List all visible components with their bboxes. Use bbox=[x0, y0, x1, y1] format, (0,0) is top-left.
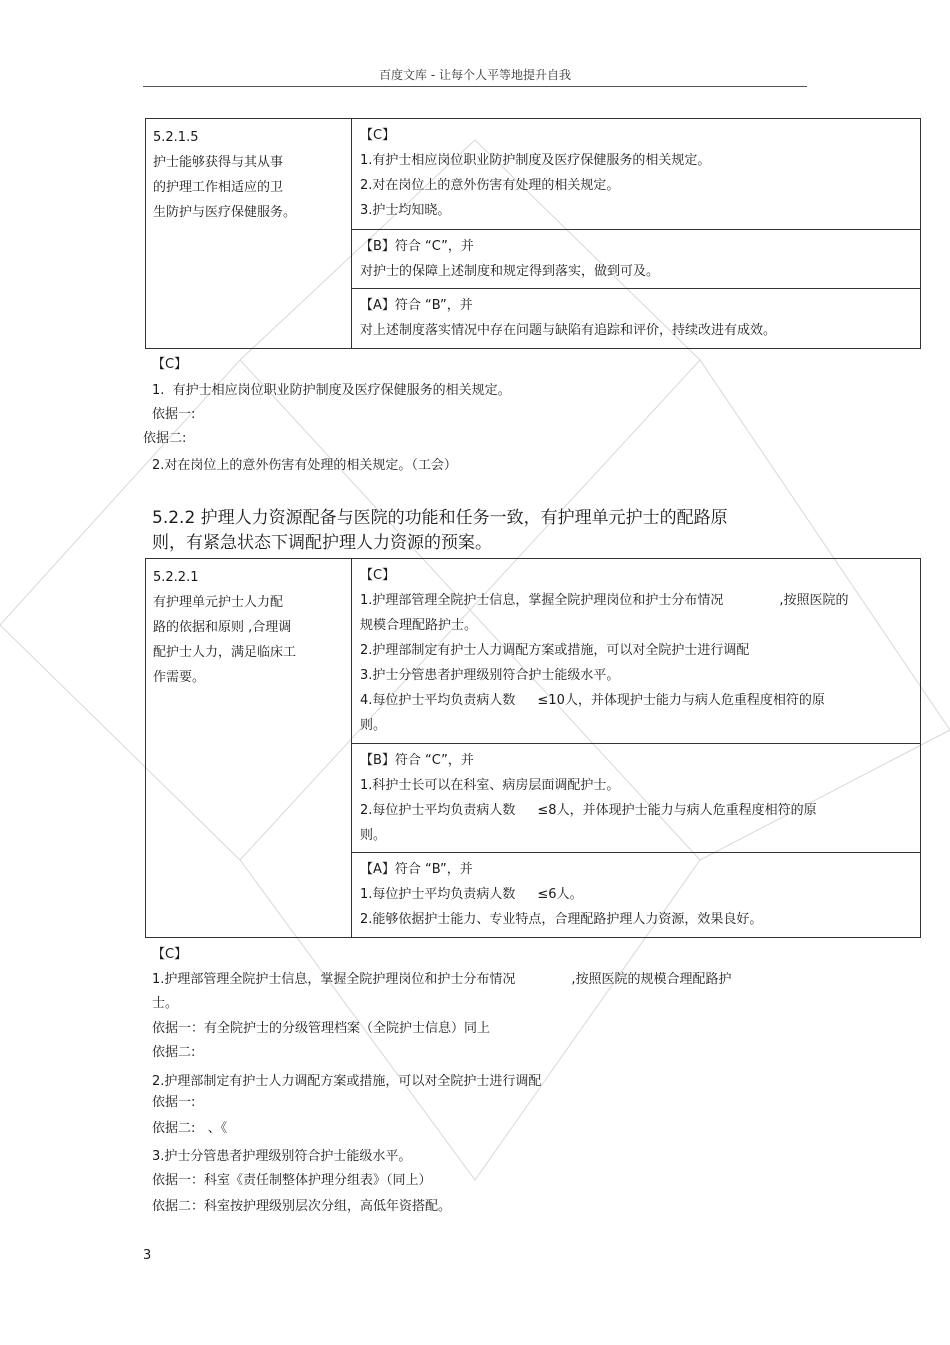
grade-b-line: 对护士的保障上述制度和规定得到落实，做到可及。 bbox=[360, 264, 660, 279]
section2-line-part: ,按照医院的规模合理配路护 bbox=[571, 972, 732, 987]
item-desc-line: 路的依据和原则 ,合理调 bbox=[153, 620, 292, 635]
heading-line: 5.2.2 护理人力资源配备与医院的功能和任务一致，有护理单元护士的配路原 bbox=[152, 508, 728, 528]
grade-a-line: 2.能够依据护士能力、专业特点，合理配路护理人力资源，效果良好。 bbox=[360, 912, 763, 927]
item-desc-line: 护士能够获得与其从事 bbox=[153, 155, 284, 170]
grade-a-cell bbox=[352, 853, 921, 938]
section-heading bbox=[152, 506, 728, 556]
item-description-cell bbox=[146, 119, 352, 349]
grade-b-line-part: 2.每位护士平均负责病人数 bbox=[360, 803, 516, 818]
grade-a-line: 对上述制度落实情况中存在问题与缺陷有追踪和评价，持续改进有成效。 bbox=[360, 323, 777, 338]
section1-c-title: 【C】 bbox=[152, 357, 188, 372]
section2-basis: 依据一: bbox=[152, 1095, 196, 1110]
grade-c-line: 2.对在岗位上的意外伤害有处理的相关规定。 bbox=[360, 178, 620, 193]
section2-c-title: 【C】 bbox=[152, 947, 188, 962]
grade-a-title: 【A】符合 “B”，并 bbox=[360, 298, 473, 313]
grade-c-line: 规模合理配路护士。 bbox=[360, 618, 478, 633]
header-divider bbox=[143, 86, 807, 87]
grade-c-cell bbox=[352, 559, 921, 744]
grade-c-line-part: ≤10人，并体现护士能力与病人危重程度相符的原 bbox=[537, 693, 825, 708]
item-description-cell bbox=[146, 559, 352, 938]
grade-b-line bbox=[360, 798, 912, 823]
section2-basis: 依据一：有全院护士的分级管理档案（全院护士信息）同上 bbox=[152, 1021, 491, 1036]
grade-b-cell bbox=[352, 744, 921, 853]
grade-b-cell bbox=[352, 230, 921, 289]
grade-a-title: 【A】符合 “B”，并 bbox=[360, 862, 473, 877]
grade-c-line-part: ,按照医院的 bbox=[779, 593, 849, 608]
grade-c-title: 【C】 bbox=[360, 128, 396, 143]
section1-basis: 依据一: bbox=[152, 407, 196, 422]
grade-c-line bbox=[360, 588, 912, 613]
section2-basis: 依据二: 、《 bbox=[152, 1121, 228, 1136]
grade-b-title: 【B】符合 “C”，并 bbox=[360, 753, 474, 768]
section2-line: 2.护理部制定有护士人力调配方案或措施，可以对全院护士进行调配 bbox=[152, 1074, 542, 1089]
grade-a-line-part: ≤6人。 bbox=[537, 887, 583, 902]
grade-c-line: 3.护士分管患者护理级别符合护士能级水平。 bbox=[360, 668, 620, 683]
item-desc-line: 的护理工作相适应的卫 bbox=[153, 180, 284, 195]
grade-c-cell bbox=[352, 119, 921, 230]
item-desc-line: 作需要。 bbox=[153, 670, 206, 685]
grade-b-title: 【B】符合 “C”，并 bbox=[360, 239, 474, 254]
item-code: 5.2.1.5 bbox=[153, 130, 199, 145]
standard-table-5215 bbox=[145, 118, 921, 349]
grade-a-cell bbox=[352, 289, 921, 349]
section1-line: 2.对在岗位上的意外伤害有处理的相关规定。（工会） bbox=[152, 458, 457, 473]
grade-c-line bbox=[360, 688, 912, 713]
grade-c-line: 1.有护士相应岗位职业防护制度及医疗保健服务的相关规定。 bbox=[360, 153, 711, 168]
section1-basis: 依据二: bbox=[143, 431, 187, 446]
grade-c-line-part: 4.每位护士平均负责病人数 bbox=[360, 693, 516, 708]
grade-c-line: 2.护理部制定有护士人力调配方案或措施，可以对全院护士进行调配 bbox=[360, 643, 750, 658]
section2-basis: 依据二: bbox=[152, 1045, 196, 1060]
page-header: 百度文库 - 让每个人平等地提升自我 bbox=[379, 68, 571, 82]
grade-c-line-part: 1.护理部管理全院护士信息，掌握全院护理岗位和护士分布情况 bbox=[360, 593, 724, 608]
grade-b-line: 1.科护士长可以在科室、病房层面调配护士。 bbox=[360, 778, 620, 793]
grade-c-title: 【C】 bbox=[360, 568, 396, 583]
grade-a-line-part: 1.每位护士平均负责病人数 bbox=[360, 887, 516, 902]
item-desc-line: 配护士人力，满足临床工 bbox=[153, 645, 297, 660]
section2-basis: 依据二：科室按护理级别层次分组，高低年资搭配。 bbox=[152, 1199, 452, 1214]
section2-line-part: 1.护理部管理全院护士信息，掌握全院护理岗位和护士分布情况 bbox=[152, 972, 516, 987]
standard-table-5221 bbox=[145, 558, 921, 938]
grade-a-line bbox=[360, 882, 912, 907]
grade-c-line: 3.护士均知晓。 bbox=[360, 203, 451, 218]
page-number: 3 bbox=[143, 1248, 152, 1263]
grade-b-line-part: ≤8人，并体现护士能力与病人危重程度相符的原 bbox=[537, 803, 817, 818]
grade-b-line: 则。 bbox=[360, 828, 387, 843]
section2-line: 3.护士分管患者护理级别符合护士能级水平。 bbox=[152, 1149, 412, 1164]
item-desc-line: 有护理单元护士人力配 bbox=[153, 595, 284, 610]
item-code: 5.2.2.1 bbox=[153, 570, 199, 585]
section1-line: 1. 有护士相应岗位职业防护制度及医疗保健服务的相关规定。 bbox=[152, 383, 511, 398]
grade-c-line: 则。 bbox=[360, 718, 387, 733]
heading-line: 则，有紧急状态下调配护理人力资源的预案。 bbox=[152, 533, 492, 553]
section2-basis: 依据一：科室《责任制整体护理分组表》（同上） bbox=[152, 1173, 432, 1188]
item-desc-line: 生防护与医疗保健服务。 bbox=[153, 205, 297, 220]
section2-line bbox=[152, 970, 732, 990]
section2-line: 士。 bbox=[152, 996, 179, 1011]
